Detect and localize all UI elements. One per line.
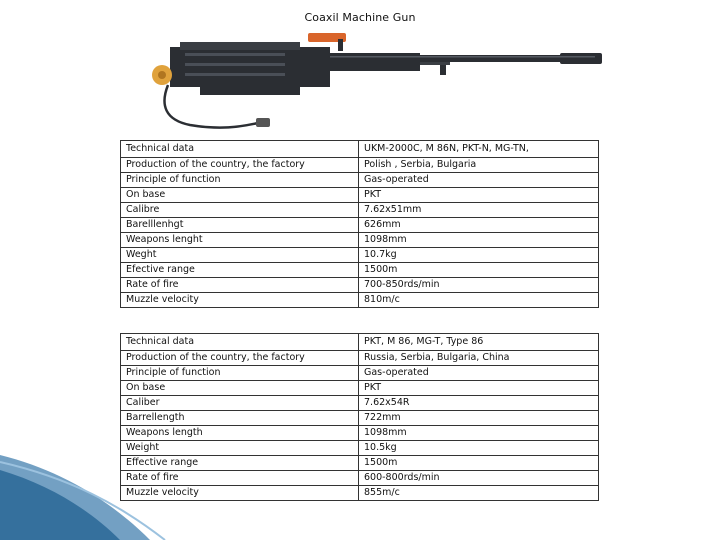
- row-label: Production of the country, the factory: [121, 351, 359, 366]
- machine-gun-image: [140, 25, 610, 140]
- row-value: PKT: [359, 381, 599, 396]
- spec-table-2: [120, 333, 599, 501]
- table-row: [121, 411, 599, 426]
- row-value: 7.62x54R: [359, 396, 599, 411]
- row-value: UKM-2000C, M 86N, PKT-N, MG-TN,: [359, 141, 599, 158]
- row-label: Production of the country, the factory: [121, 158, 359, 173]
- row-value: Gas-operated: [359, 173, 599, 188]
- spec-table-1: [120, 140, 599, 308]
- row-label: Barelllenhgt: [121, 218, 359, 233]
- row-label: Principle of function: [121, 366, 359, 381]
- row-value: 1500m: [359, 456, 599, 471]
- row-label: Muzzle velocity: [121, 293, 359, 308]
- table-row: [121, 278, 599, 293]
- table-row: [121, 158, 599, 173]
- table-row: [121, 188, 599, 203]
- table-row: [121, 351, 599, 366]
- table-row: [121, 486, 599, 501]
- row-value: 7.62x51mm: [359, 203, 599, 218]
- table-row: [121, 426, 599, 441]
- table-row: [121, 366, 599, 381]
- row-value: 10.7kg: [359, 248, 599, 263]
- row-value: Russia, Serbia, Bulgaria, China: [359, 351, 599, 366]
- row-value: 626mm: [359, 218, 599, 233]
- row-label: Rate of fire: [121, 278, 359, 293]
- row-label: On base: [121, 381, 359, 396]
- row-label: Technical data: [121, 141, 359, 158]
- row-label: Weapons length: [121, 426, 359, 441]
- row-value: PKT, M 86, MG-T, Type 86: [359, 334, 599, 351]
- row-label: Efective range: [121, 263, 359, 278]
- row-label: Caliber: [121, 396, 359, 411]
- table-row: [121, 141, 599, 158]
- table-row: [121, 334, 599, 351]
- row-label: Muzzle velocity: [121, 486, 359, 501]
- row-value: 810m/c: [359, 293, 599, 308]
- table-row: [121, 396, 599, 411]
- row-value: 1500m: [359, 263, 599, 278]
- row-label: Calibre: [121, 203, 359, 218]
- row-label: Principle of function: [121, 173, 359, 188]
- row-label: Technical data: [121, 334, 359, 351]
- row-label: Rate of fire: [121, 471, 359, 486]
- slide-title: Coaxil Machine Gun: [304, 11, 416, 24]
- row-value: PKT: [359, 188, 599, 203]
- row-value: 1098mm: [359, 233, 599, 248]
- row-value: 10.5kg: [359, 441, 599, 456]
- table-row: [121, 456, 599, 471]
- table-row: [121, 218, 599, 233]
- row-value: 722mm: [359, 411, 599, 426]
- row-label: Weght: [121, 248, 359, 263]
- table-row: [121, 173, 599, 188]
- row-label: Barrellength: [121, 411, 359, 426]
- table-row: [121, 233, 599, 248]
- row-label: Effective range: [121, 456, 359, 471]
- row-value: 600-800rds/min: [359, 471, 599, 486]
- table-row: [121, 471, 599, 486]
- table-row: [121, 293, 599, 308]
- row-label: On base: [121, 188, 359, 203]
- row-value: 1098mm: [359, 426, 599, 441]
- table-row: [121, 381, 599, 396]
- row-value: 700-850rds/min: [359, 278, 599, 293]
- row-label: Weapons lenght: [121, 233, 359, 248]
- table-row: [121, 263, 599, 278]
- row-label: Weight: [121, 441, 359, 456]
- row-value: 855m/c: [359, 486, 599, 501]
- table-row: [121, 441, 599, 456]
- table-row: [121, 203, 599, 218]
- table-row: [121, 248, 599, 263]
- row-value: Gas-operated: [359, 366, 599, 381]
- row-value: Polish , Serbia, Bulgaria: [359, 158, 599, 173]
